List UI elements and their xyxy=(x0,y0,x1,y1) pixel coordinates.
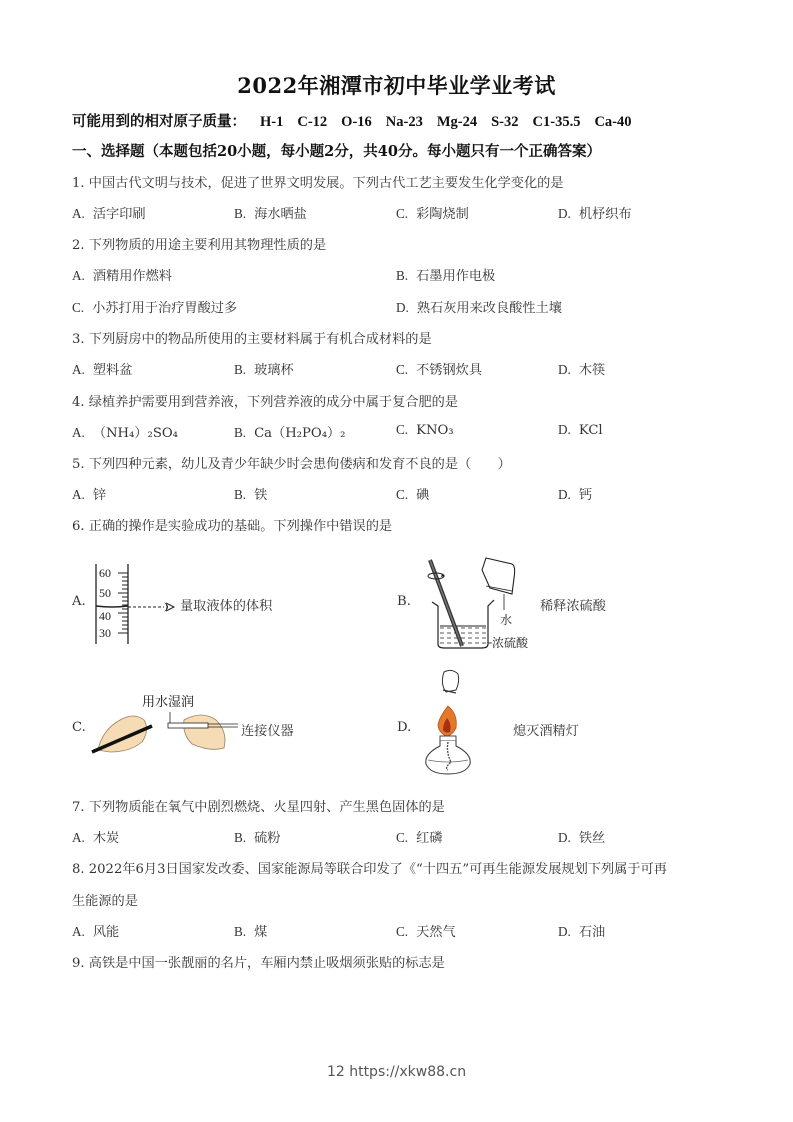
question-8-stem: 8. 2022年6月3日国家发改委、国家能源局等联合印发了《“十四五”可再生能源发展规划下列属于可再 xyxy=(72,862,667,877)
atomic-mass-item: C-12 xyxy=(297,114,328,130)
option-c: C. 不锈钢炊具 xyxy=(396,362,483,378)
svg-text:用水湿润: 用水湿润 xyxy=(142,695,195,710)
option-c: C. 红磷 xyxy=(396,830,443,846)
question-8-stem-continued: 生能源的是 xyxy=(72,894,138,909)
question-2-stem: 2. 下列物质的用途主要利用其物理性质的是 xyxy=(72,238,327,253)
option-b: B. 海水晒盐 xyxy=(234,206,307,222)
connect-apparatus-figure xyxy=(88,690,243,760)
svg-text:浓硫酸: 浓硫酸 xyxy=(492,636,529,650)
graduated-cylinder-figure xyxy=(90,560,180,646)
option-d: D. 木筷 xyxy=(558,362,606,378)
svg-text:水: 水 xyxy=(500,613,513,627)
figure-d-letter: D. xyxy=(397,720,412,735)
atomic-mass-item: C1-35.5 xyxy=(532,114,581,130)
atomic-mass-item: Ca-40 xyxy=(594,114,632,130)
question-3-stem: 3. 下列厨房中的物品所使用的主要材料属于有机合成材料的是 xyxy=(72,332,432,347)
option-b: B. 玻璃杯 xyxy=(234,362,294,378)
option-a: A. 木炭 xyxy=(72,830,120,846)
figure-c-caption: 连接仪器 xyxy=(241,724,294,739)
question-7-stem: 7. 下列物质能在氧气中剧烈燃烧、火星四射、产生黑色固体的是 xyxy=(72,800,445,815)
option-b: B. 铁 xyxy=(234,487,268,503)
option-d: D. 钙 xyxy=(558,487,593,503)
figure-c-letter: C. xyxy=(72,720,86,735)
atomic-mass-item: H-1 xyxy=(260,114,284,130)
figure-d-caption: 熄灭酒精灯 xyxy=(513,724,579,739)
page-footer[interactable]: 12 https://xkw88.cn xyxy=(326,1064,467,1080)
option-c: C. 碘 xyxy=(396,487,430,503)
figure-a-caption: 量取液体的体积 xyxy=(180,599,273,614)
option-c: C. KNO₃ xyxy=(396,422,454,438)
question-4-stem: 4. 绿植养护需要用到营养液，下列营养液的成分中属于复合肥的是 xyxy=(72,395,459,410)
option-b: B. Ca（H₂PO₄）₂ xyxy=(234,425,346,441)
option-a: A. 活字印刷 xyxy=(72,206,146,222)
option-b: B. 煤 xyxy=(234,924,268,940)
page-title: 2022年湘潭市初中毕业学业考试 xyxy=(237,73,556,98)
alcohol-lamp-figure xyxy=(418,664,488,782)
option-b: B. 硫粉 xyxy=(234,830,281,846)
option-d: D. 石油 xyxy=(558,924,606,940)
option-a: A. 风能 xyxy=(72,924,120,940)
option-c: C. 小苏打用于治疗胃酸过多 xyxy=(72,300,238,316)
question-1-stem: 1. 中国古代文明与技术，促进了世界文明发展。下列古代工艺主要发生化学变化的是 xyxy=(72,176,564,191)
atomic-mass-item: Na-23 xyxy=(385,114,423,130)
atomic-mass-label: 可能用到的相对原子质量： xyxy=(72,113,246,130)
atomic-mass-item: S-32 xyxy=(491,114,519,130)
figure-b-caption: 稀释浓硫酸 xyxy=(540,599,606,614)
svg-text:60: 60 xyxy=(99,566,111,580)
section-heading: 一、选择题（本题包括20小题，每小题2分，共40分。每小题只有一个正确答案） xyxy=(72,143,601,160)
option-d: D. KCl xyxy=(558,422,603,438)
option-c: C. 彩陶烧制 xyxy=(396,206,469,222)
svg-text:40: 40 xyxy=(99,609,111,623)
option-d: D. 铁丝 xyxy=(558,830,606,846)
option-a: A. 酒精用作燃料 xyxy=(72,268,172,284)
question-5-stem: 5. 下列四种元素，幼儿及青少年缺少时会患佝偻病和发育不良的是（ ） xyxy=(72,457,511,472)
dilution-beaker-figure xyxy=(420,556,550,652)
option-c: C. 天然气 xyxy=(396,924,456,940)
option-a: A. （NH₄）₂SO₄ xyxy=(72,425,178,441)
atomic-mass-item: O-16 xyxy=(341,114,372,130)
question-6-stem: 6. 正确的操作是实验成功的基础。下列操作中错误的是 xyxy=(72,519,393,534)
atomic-mass-item: Mg-24 xyxy=(436,114,478,130)
option-d: D. 熟石灰用来改良酸性土壤 xyxy=(396,300,562,316)
option-d: D. 机杼织布 xyxy=(558,206,632,222)
figure-b-letter: B. xyxy=(397,594,411,609)
figure-a-letter: A. xyxy=(72,594,86,609)
svg-text:50: 50 xyxy=(99,586,111,600)
svg-text:30: 30 xyxy=(99,626,111,640)
question-9-stem: 9. 高铁是中国一张靓丽的名片，车厢内禁止吸烟须张贴的标志是 xyxy=(72,956,445,971)
option-a: A. 塑料盆 xyxy=(72,362,133,378)
option-b: B. 石墨用作电极 xyxy=(396,268,496,284)
atomic-mass-line xyxy=(72,110,632,131)
option-a: A. 锌 xyxy=(72,487,107,503)
